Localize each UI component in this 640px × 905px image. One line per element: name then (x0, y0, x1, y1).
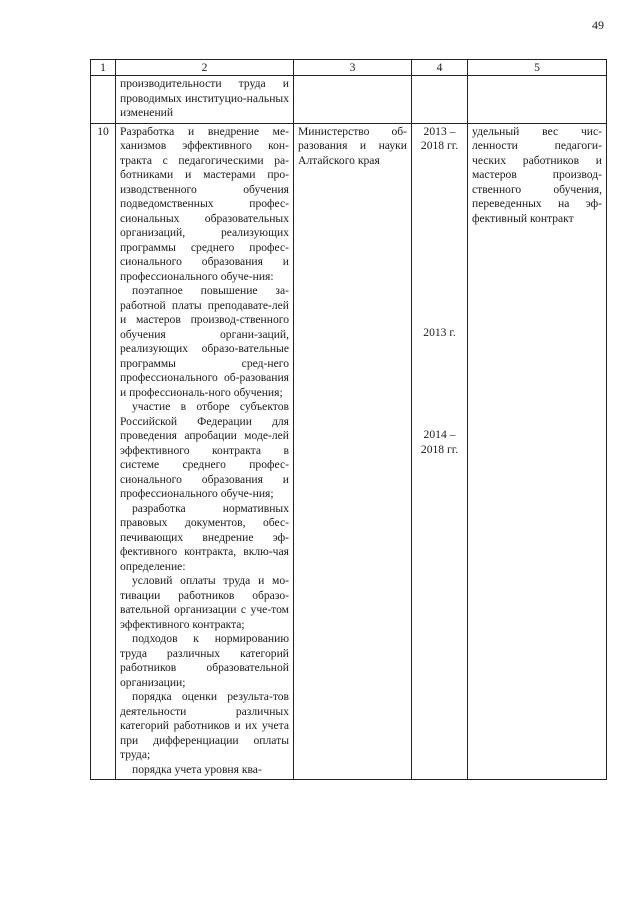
header-col-3: 3 (294, 60, 412, 76)
measure-item: участие в отборе субъектов Российской Федерации для проведения апробации моде-лей эффективного контракта в системе среднего профес-сионального образования и профессионального обуче-ния; (120, 400, 289, 500)
header-col-5: 5 (468, 60, 607, 76)
header-col-4: 4 (412, 60, 468, 76)
continuation-text: производительности труда и проводимых институцио-нальных изменений (116, 76, 294, 124)
page-number: 49 (592, 18, 604, 32)
row-number: 10 (91, 123, 116, 780)
measure-item: разработка нормативных правовых документов, обес-печивающих внедрение эф-фективного контракта, вклю-чая определение: (120, 501, 289, 573)
continuation-num (91, 76, 116, 124)
table-row-10 (91, 123, 607, 780)
measure-cell (116, 123, 294, 780)
measure-item: поэтапное повышение за-работной платы преподавате-лей и мастеров производ-ственного обучения органи-заций, реализующих образо-вательные программы сред-него профессионального об-разования и профессиональ-ного обучения; (120, 284, 289, 399)
executor-cell: Министерство об-разования и науки Алтайского края (294, 123, 412, 780)
header-col-2: 2 (116, 60, 294, 76)
term-tertiary: 2014 – 2018 гг. (420, 428, 459, 456)
term-secondary: 2013 г. (423, 325, 456, 339)
term-primary: 2013 – 2018 гг. (420, 124, 459, 152)
indicator-cell: удельный вес чис-ленности педагоги-ческих работников и мастеров производ-ственного обучения, переведенных на эф-фективный контракт (468, 123, 607, 780)
continuation-indicator (468, 76, 607, 124)
measure-item: подходов к нормированию труда различных категорий работников образовательной организации; (120, 632, 289, 689)
continuation-term (412, 76, 468, 124)
continuation-executor (294, 76, 412, 124)
measure-main-text: Разработка и внедрение ме-ханизмов эффективного кон-тракта с педагогическими ра-ботниками и мастерами про-изводственного обучения подведомственных профес-сиональных образовательных организаций, реализующих программы среднего профес-сионального образования и профессионального обуче-ния: (120, 124, 289, 283)
plan-table (90, 59, 607, 780)
header-row (91, 60, 607, 76)
measure-item: условий оплаты труда и мо-тивации работников образо-вательной организации с уче-том эффективного контракта; (120, 574, 289, 631)
header-col-1: 1 (91, 60, 116, 76)
term-cell (412, 123, 468, 780)
continuation-row (91, 76, 607, 124)
measure-item: порядка оценки результа-тов деятельности различных категорий работников и их учета при дифференциации оплаты труда; (120, 690, 289, 761)
measure-item: порядка учета уровня ква- (132, 762, 262, 776)
